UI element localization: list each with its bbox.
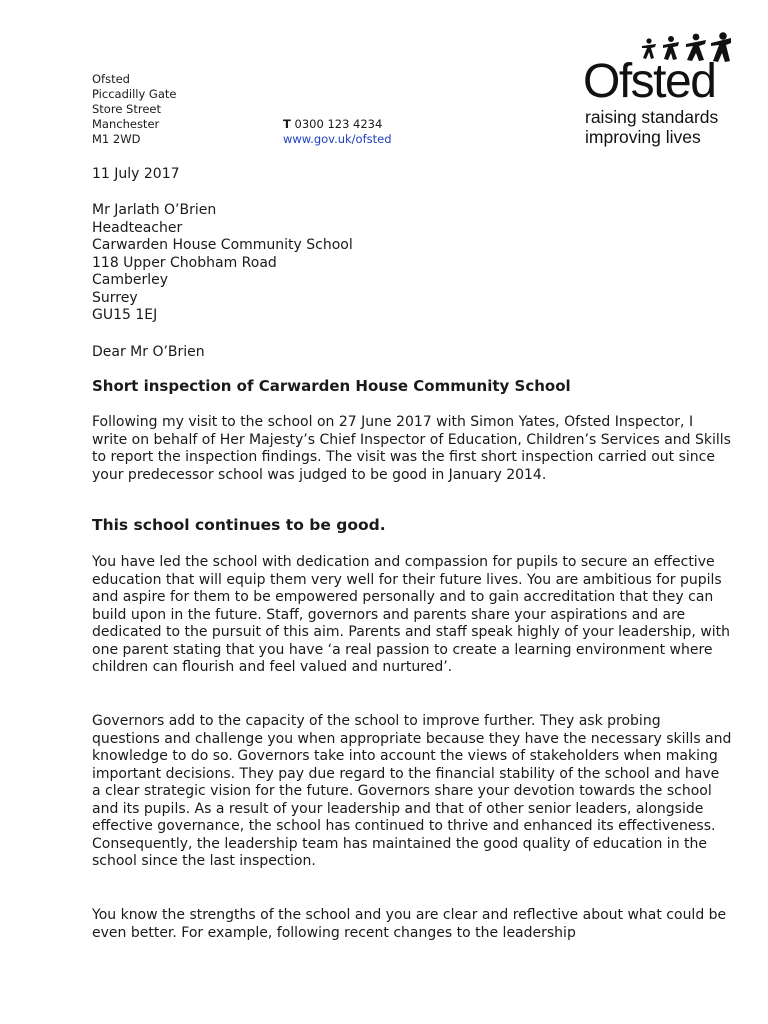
- paragraph-leadership: You have led the school with dedication and compassion for pupils to secure an effective education that will equip them very well for their future lives. You are ambitious for pupils and aspire for them to be empowered personally and to gain accreditation that they can build upon in the future. Staff, governors and parents share your aspirations and are dedicated to the pursuit of this aim. Parents and staff speak highly of your leadership, with one parent stating that you have ‘a real passion to create a learning environment where children can flourish and feel valued and nurtured’.: [92, 554, 731, 675]
- sender-line: M1 2WD: [92, 132, 141, 146]
- recipient-line: Surrey: [92, 289, 138, 306]
- ofsted-logo: [583, 32, 733, 152]
- phone-label: T: [283, 117, 291, 131]
- paragraph-intro: Following my visit to the school on 27 June 2017 with Simon Yates, Ofsted Inspector, I write on behalf of Her Majesty’s Chief Inspector of Education, Children’s Services and Skills to report the inspection findings. The visit was the first short inspection carried out since your predecessor school was judged to be good in January 2014.: [92, 414, 731, 483]
- salutation: Dear Mr O’Brien: [92, 344, 205, 360]
- letter-title: Short inspection of Carwarden House Community School: [92, 377, 571, 395]
- recipient-line: Headteacher: [92, 219, 183, 236]
- sender-line: Piccadilly Gate: [92, 87, 177, 101]
- sender-line: Store Street: [92, 102, 161, 116]
- judgement-headline: This school continues to be good.: [92, 516, 386, 534]
- contact-details: [283, 117, 392, 147]
- recipient-line: 118 Upper Chobham Road: [92, 254, 277, 271]
- recipient-line: Carwarden House Community School: [92, 237, 353, 253]
- recipient-address: [92, 202, 732, 325]
- logo-tagline-1: raising standards: [585, 107, 719, 127]
- website-link[interactable]: www.gov.uk/ofsted: [283, 132, 392, 146]
- letter-date: 11 July 2017: [92, 166, 180, 182]
- phone-number: 0300 123 4234: [294, 117, 383, 131]
- logo-wordmark: Ofsted: [583, 55, 716, 108]
- recipient-line: Camberley: [92, 272, 169, 288]
- phone-line: [283, 117, 392, 132]
- paragraph-governors: Governors add to the capacity of the school to improve further. They ask probing questions and challenge you when appropriate because they have the necessary skills and knowledge to do so. Governors take into account the views of stakeholders when making important decisions. They pay due regard to the financial stability of the school and have a clear strategic vision for the future. Governors share your devotion towards the school and its pupils. As a result of your leadership and that of other senior leaders, alongside effective governance, the school has continued to thrive and enhanced its effectiveness. Consequently, the leadership team has maintained the good quality of education in the school since the last inspection.: [92, 713, 732, 869]
- sender-address: [92, 72, 176, 147]
- sender-line: Manchester: [92, 117, 160, 131]
- logo-tagline-2: improving lives: [585, 127, 701, 147]
- recipient-line: GU15 1EJ: [92, 307, 158, 323]
- paragraph-strengths: You know the strengths of the school and you are clear and reflective about what could be even better. For example, following recent changes to the leadership: [92, 907, 727, 941]
- logo-tagline: [585, 107, 718, 147]
- recipient-line: Mr Jarlath O’Brien: [92, 202, 217, 218]
- sender-line: Ofsted: [92, 72, 130, 86]
